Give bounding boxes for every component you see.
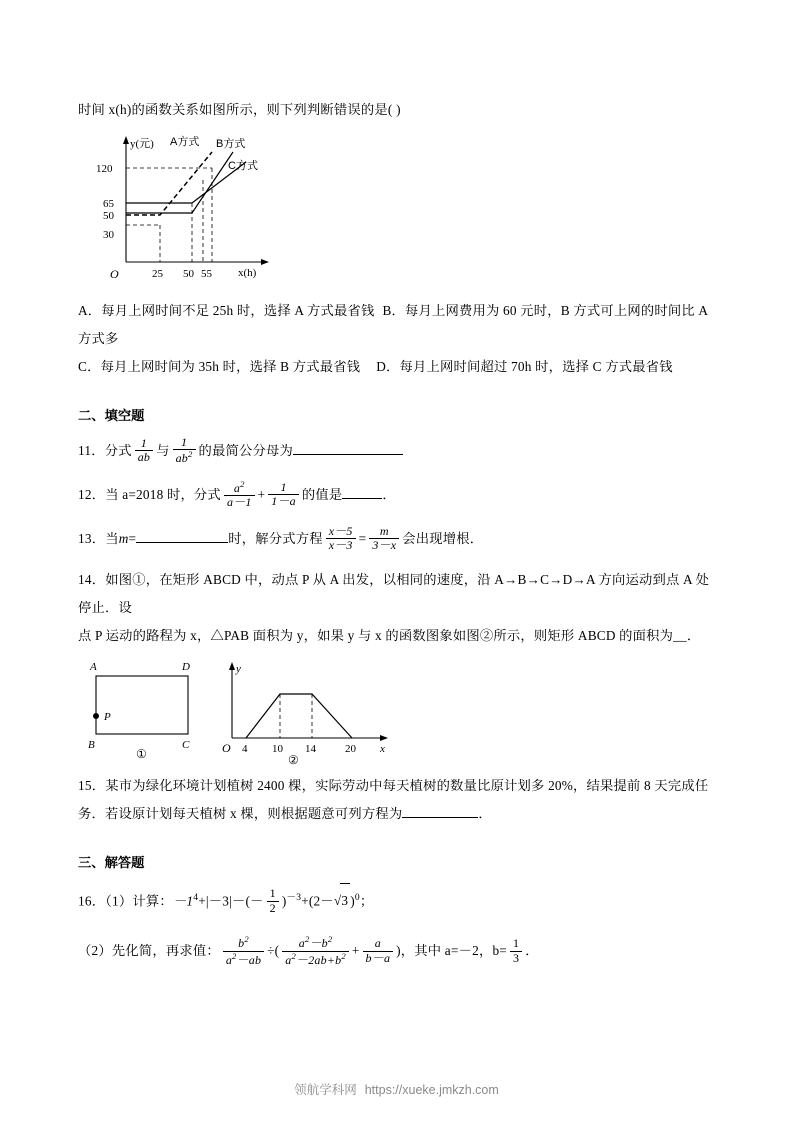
question-15-line-1: 15．某市为绿化环境计划植树 2400 棵，实际劳动中每天植树的数量比原计划多 20%，结果提前 8 天完成任: [78, 778, 709, 793]
svg-text:D: D: [182, 661, 190, 673]
fraction-a-over-b-minus-a: $\frac{a}{b-a}$: [363, 937, 394, 966]
question-14-line-1: 14．如图①，在矩形 ABCD 中，动点 P 从 A 出发，以相同的速度，沿 A→B→C→D→A 方向运动到点 A 处停止．设: [78, 572, 710, 615]
svg-text:14: 14: [305, 743, 316, 755]
answer-blank-12: [342, 498, 382, 499]
section-title-solution: 三、解答题: [78, 855, 145, 870]
fraction-a2-over-a-minus-1: $\frac{a^2}{a-1}$: [224, 480, 255, 511]
fraction-1-over-2: $\frac{1}{2}$: [267, 887, 279, 916]
svg-text:10: 10: [272, 743, 283, 755]
fraction-x-minus-5-over-x-minus-3: $\frac{x-5}{x-3}$: [326, 525, 356, 554]
fraction-1-over-3: $\frac{1}{3}$: [510, 937, 522, 966]
svg-text:y(元): y(元): [130, 138, 154, 150]
question-10-stem: 时间 x(h)的函数关系如图所示，则下列判断错误的是( ): [78, 102, 401, 117]
footer-brand: 领航学科网: [294, 1083, 357, 1097]
svg-text:x: x: [380, 743, 385, 755]
svg-text:x(h): x(h): [238, 267, 257, 279]
svg-text:P: P: [104, 711, 111, 723]
question-16-part1-label: （1）计算：: [105, 893, 173, 909]
svg-text:C方式: C方式: [228, 160, 258, 172]
question-13-text-a: 当: [105, 531, 119, 546]
question-13-text-c: 会出现增根．: [402, 531, 484, 546]
option-a: A．每月上网时间不足 25h 时，选择 A 方式最省钱: [78, 303, 375, 318]
svg-text:A方式: A方式: [170, 136, 200, 148]
question-16-part-1: 16．（1）计算：$-1^4+|-3|-(-$ $\frac{1}{2}$ )$^{-3}$+(2－√3 )$^0$；: [78, 881, 718, 918]
svg-text:②: ②: [288, 753, 299, 767]
svg-text:65: 65: [103, 198, 114, 210]
svg-text:25: 25: [152, 268, 163, 280]
page-footer: [0, 1080, 793, 1098]
question-10-figure: [88, 130, 388, 295]
fraction-m-over-3-minus-x: $\frac{m}{3-x}$: [369, 525, 399, 554]
svg-text:50: 50: [183, 268, 194, 280]
svg-text:30: 30: [103, 229, 114, 241]
question-15-line-2: 务．若设原计划每天植树 x 棵，则根据题意可列方程为 ．: [78, 806, 492, 821]
question-14-number: 14．: [78, 572, 106, 587]
footer-url: https://xueke.jmkzh.com: [364, 1083, 499, 1097]
question-15-number: 15．: [78, 778, 106, 793]
svg-text:B: B: [88, 739, 95, 751]
question-11-text-a: 分式: [104, 443, 132, 458]
svg-text:50: 50: [103, 210, 114, 222]
svg-text:A: A: [90, 661, 97, 673]
answer-blank-11: [293, 454, 403, 455]
question-12-number: 12．: [78, 487, 106, 502]
question-12: [78, 478, 718, 512]
svg-text:20: 20: [345, 743, 356, 755]
question-12-text-b: 的值是: [301, 487, 343, 502]
question-14-line-2: 点 P 运动的路程为 x，△PAB 面积为 y，如果 y 与 x 的函数图象如图②所示，则矩形 ABCD 的面积为__．: [78, 628, 701, 643]
fraction-1-over-1-minus-a: $\frac{1}{1-a}$: [268, 481, 299, 510]
question-11: [78, 434, 718, 468]
fraction-a2-minus-b2-over-a2-minus-2ab-plus-b2: $\frac{a^2-b^2}{a^2-2ab+b^2}$: [282, 935, 349, 968]
question-13-number: 13．: [78, 531, 106, 546]
svg-text:O: O: [222, 741, 231, 755]
svg-text:y: y: [236, 663, 241, 675]
variable-m: m: [118, 531, 129, 546]
svg-text:55: 55: [201, 268, 212, 280]
svg-text:O: O: [110, 267, 119, 281]
answer-blank-15: [402, 817, 478, 818]
svg-text:C: C: [182, 739, 190, 751]
question-13-equals: =: [128, 531, 137, 546]
question-10-options-line-1: [78, 297, 718, 353]
question-12-text-a: 当 a=2018 时，分式: [105, 487, 221, 502]
question-11-text-b: 的最简公分母为: [198, 443, 294, 458]
question-13: [78, 522, 718, 556]
question-16-number: 16．: [78, 893, 106, 909]
question-13-text-b: 时，解分式方程: [228, 531, 323, 546]
option-b: B．每月上网费用为 60 元时，B 方式可上网的时间比 A 方式多: [78, 303, 708, 346]
option-d: D．每月上网时间超过 70h 时，选择 C 方式最省钱: [376, 359, 673, 374]
question-11-mid: 与: [156, 443, 170, 458]
question-16-part2-label: （2）先化简，再求值：: [78, 943, 220, 959]
svg-text:B方式: B方式: [216, 138, 246, 150]
question-13-eqsign: =: [358, 531, 367, 546]
question-10-options-line-2: [78, 353, 718, 381]
option-c: C．每月上网时间为 35h 时，选择 B 方式最省钱: [78, 359, 361, 374]
document-content: [78, 96, 718, 969]
answer-blank-13: [136, 542, 228, 543]
question-11-number: 11．: [78, 443, 105, 458]
svg-text:4: 4: [242, 743, 248, 755]
square-root-icon: √3: [334, 883, 350, 918]
fraction-1-over-ab: $\frac{1}{ab}$: [135, 437, 153, 466]
svg-text:①: ①: [136, 747, 147, 761]
svg-text:120: 120: [96, 163, 113, 175]
section-title-fill-in-blank: 二、填空题: [78, 408, 145, 423]
question-16-part-2: （2）先化简，再求值： $\frac{b^2}{a^2-ab}$ ÷( $\frac{a^2-b^2}{a^2-2ab+b^2}$ + $\frac{a}{b-a}$ )，其中 a=－2，b= $\frac{1}{3}$ ．: [78, 934, 539, 967]
fraction-b2-over-a2-minus-ab: $\frac{b^2}{a^2-ab}$: [223, 935, 264, 968]
question-14-figure: [84, 658, 464, 768]
question-12-text-c: ．: [382, 487, 396, 502]
fraction-1-over-ab-squared: $\frac{1}{ab^2}$: [173, 436, 196, 467]
question-12-plus: +: [257, 487, 266, 502]
